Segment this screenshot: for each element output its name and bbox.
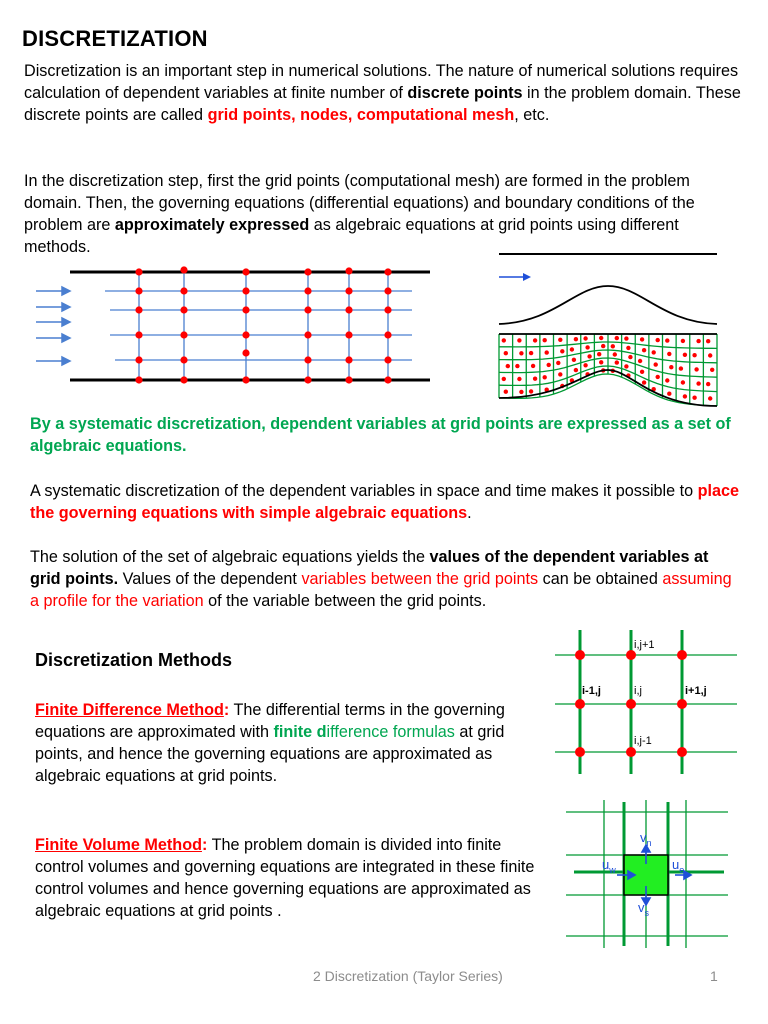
mesh-node-dot [667, 352, 671, 356]
mesh-node-dot [504, 390, 508, 394]
mesh-node-dot [665, 378, 669, 382]
systematic-red-text: place the governing equations with simple algebraic equations [30, 482, 740, 522]
mesh-node-dot [572, 358, 576, 362]
mesh-node-dot [669, 365, 673, 369]
mesh-node-dot [628, 355, 632, 359]
mesh-node-dot [517, 377, 521, 381]
mesh-node-dot [665, 338, 669, 342]
solution-text-4: of the variable between the grid points. [203, 592, 487, 610]
mesh-node-dot [656, 375, 660, 379]
fvm-paragraph [35, 834, 547, 922]
mesh-node-dot [585, 345, 589, 349]
solution-text-1: The solution of the set of algebraic equations yields the [30, 548, 430, 566]
v-north-main: v [640, 830, 647, 845]
mesh-node-dot [681, 380, 685, 384]
mesh-node-dot [694, 367, 698, 371]
mesh-node-dot [708, 396, 712, 400]
mesh-node-dot [708, 353, 712, 357]
mesh-node-dot [656, 338, 660, 342]
intro-text-2: in the problem domain. These discrete points are called [24, 84, 741, 124]
systematic-paragraph [30, 480, 742, 524]
v-south-main: v [638, 900, 645, 915]
fdm-text-1: The differential terms in the governing equations are approximated with [35, 701, 505, 741]
solution-text-2: Values of the dependent [118, 570, 302, 588]
solution-red-1: variables between the grid points [301, 570, 539, 588]
label-center: i,j [634, 685, 642, 697]
page-title: DISCRETIZATION [22, 26, 208, 51]
green-statement: By a systematic discretization, dependent variables at grid points are expressed as a set of algebraic equations. [30, 415, 731, 455]
step-text-2: as algebraic equations at grid points using different methods. [24, 216, 679, 256]
mesh-node-dot [529, 351, 533, 355]
methods-heading: Discretization Methods [35, 650, 233, 670]
mesh-node-dot [696, 339, 700, 343]
systematic-text-2: . [467, 504, 472, 522]
step-paragraph [24, 170, 742, 258]
label-top: i,j+1 [634, 639, 655, 651]
mesh-node-dot [502, 377, 506, 381]
solution-bold: values of the dependent variables at grid points. [30, 548, 709, 588]
mesh-node-dot [696, 381, 700, 385]
mesh-node-dot [545, 350, 549, 354]
mesh-node-dot [583, 336, 587, 340]
mesh-node-dot [613, 352, 617, 356]
mesh-node-dot [502, 338, 506, 342]
v-north-sub: n [646, 838, 652, 848]
solution-paragraph [30, 546, 742, 612]
u-east-main: u [672, 857, 680, 872]
mesh-node-dot [543, 375, 547, 379]
mesh-node-dot [558, 372, 562, 376]
fvm-text-1: The problem domain is divided into finite control volumes and governing equations are integrated in these finite control volumes and hence governing equations are approximated as algebraic equations at grid points . [35, 836, 535, 920]
fdm-green: ifference formulas [326, 723, 455, 741]
fdm-green-bold: finite d [273, 723, 327, 741]
mesh-node-dot [654, 362, 658, 366]
mesh-node-dot [710, 368, 714, 372]
mesh-node-dot [626, 346, 630, 350]
intro-bold-discrete-points: discrete points [407, 84, 523, 102]
mesh-node-dot [706, 382, 710, 386]
fdm-label: Finite Difference Method [35, 701, 224, 719]
mesh-node-dot [640, 370, 644, 374]
mesh-node-dot [506, 364, 510, 368]
mesh-node-dot [533, 377, 537, 381]
mesh-node-dot [531, 364, 535, 368]
mesh-node-dot [652, 350, 656, 354]
curved-mesh-figure [495, 248, 721, 408]
mesh-node-dot [583, 363, 587, 367]
mesh-node-dot [560, 349, 564, 353]
channel-grid-figure [30, 262, 435, 390]
v-south-sub: s [644, 908, 649, 918]
mesh-node-dot [529, 389, 533, 393]
mesh-node-dot [642, 380, 646, 384]
v-north-label [640, 830, 652, 848]
u-east-sub: e [679, 865, 685, 875]
mesh-node-dot [574, 368, 578, 372]
mesh-node-dot [533, 338, 537, 342]
footer-text: 2 Discretization (Taylor Series) [313, 968, 503, 984]
mesh-node-dot [597, 352, 601, 356]
mesh-node-dot [615, 360, 619, 364]
intro-paragraph [24, 60, 746, 126]
fdm-paragraph [35, 699, 547, 787]
mesh-node-dot [667, 392, 671, 396]
fvm-label: Finite Volume Method [35, 836, 202, 854]
mesh-node-dot [519, 351, 523, 355]
mesh-node-dot [683, 394, 687, 398]
mesh-node-dot [642, 348, 646, 352]
mesh-node-dot [601, 344, 605, 348]
mesh-node-dot [558, 338, 562, 342]
mesh-node-dot [611, 344, 615, 348]
mesh-node-dot [517, 338, 521, 342]
mesh-node-dot [515, 364, 519, 368]
mesh-node-dot [679, 366, 683, 370]
mesh-node-dot [624, 336, 628, 340]
solution-text-3: can be obtained [538, 570, 663, 588]
systematic-text-1: A systematic discretization of the dependent variables in space and time makes it possible to [30, 482, 698, 500]
fdm-text-2: at grid points, and hence the governing equations are approximated as algebraic equations at grid points. [35, 723, 505, 785]
fvm-cell-figure [562, 800, 732, 948]
intro-text-1: Discretization is an important step in numerical solutions. The nature of numerical solutions requires calculation of dependent variables at finite number of [24, 62, 739, 102]
mesh-node-dot [547, 363, 551, 367]
mesh-node-dot [543, 338, 547, 342]
mesh-node-dot [587, 354, 591, 358]
mesh-node-dot [599, 360, 603, 364]
step-bold-approx: approximately expressed [114, 216, 310, 234]
fdm-stencil-figure [555, 628, 745, 776]
mesh-node-dot [556, 361, 560, 365]
mesh-node-dot [504, 351, 508, 355]
mesh-node-dot [683, 353, 687, 357]
mesh-node-dot [615, 336, 619, 340]
fvm-colon: : [201, 836, 208, 854]
fdm-colon: : [223, 701, 230, 719]
u-west-main: u [602, 857, 610, 872]
step-text-1: In the discretization step, first the grid points (computational mesh) are formed in the problem domain. Then, the governing equations (differential equations) and boundary conditions of the problem are [24, 172, 695, 234]
mesh-node-dot [519, 390, 523, 394]
mesh-node-dot [570, 347, 574, 351]
mesh-node-dot [624, 364, 628, 368]
intro-red-grid-points: grid points, nodes, computational mesh [207, 106, 515, 124]
mesh-node-dot [640, 337, 644, 341]
intro-text-3: , etc. [514, 106, 550, 124]
mesh-node-dot [692, 353, 696, 357]
mesh-node-dot [638, 359, 642, 363]
mesh-node-dot [692, 396, 696, 400]
mesh-node-dot [706, 339, 710, 343]
mesh-node-dot [599, 336, 603, 340]
solution-red-2: assuming a profile for the variation [30, 570, 732, 610]
label-left: i-1,j [582, 685, 601, 697]
mesh-node-dot [681, 339, 685, 343]
label-bottom: i,j-1 [634, 735, 652, 747]
label-right: i+1,j [685, 685, 707, 697]
u-west-sub: w [609, 865, 616, 875]
mesh-node-dot [574, 337, 578, 341]
page-number: 1 [710, 968, 718, 984]
